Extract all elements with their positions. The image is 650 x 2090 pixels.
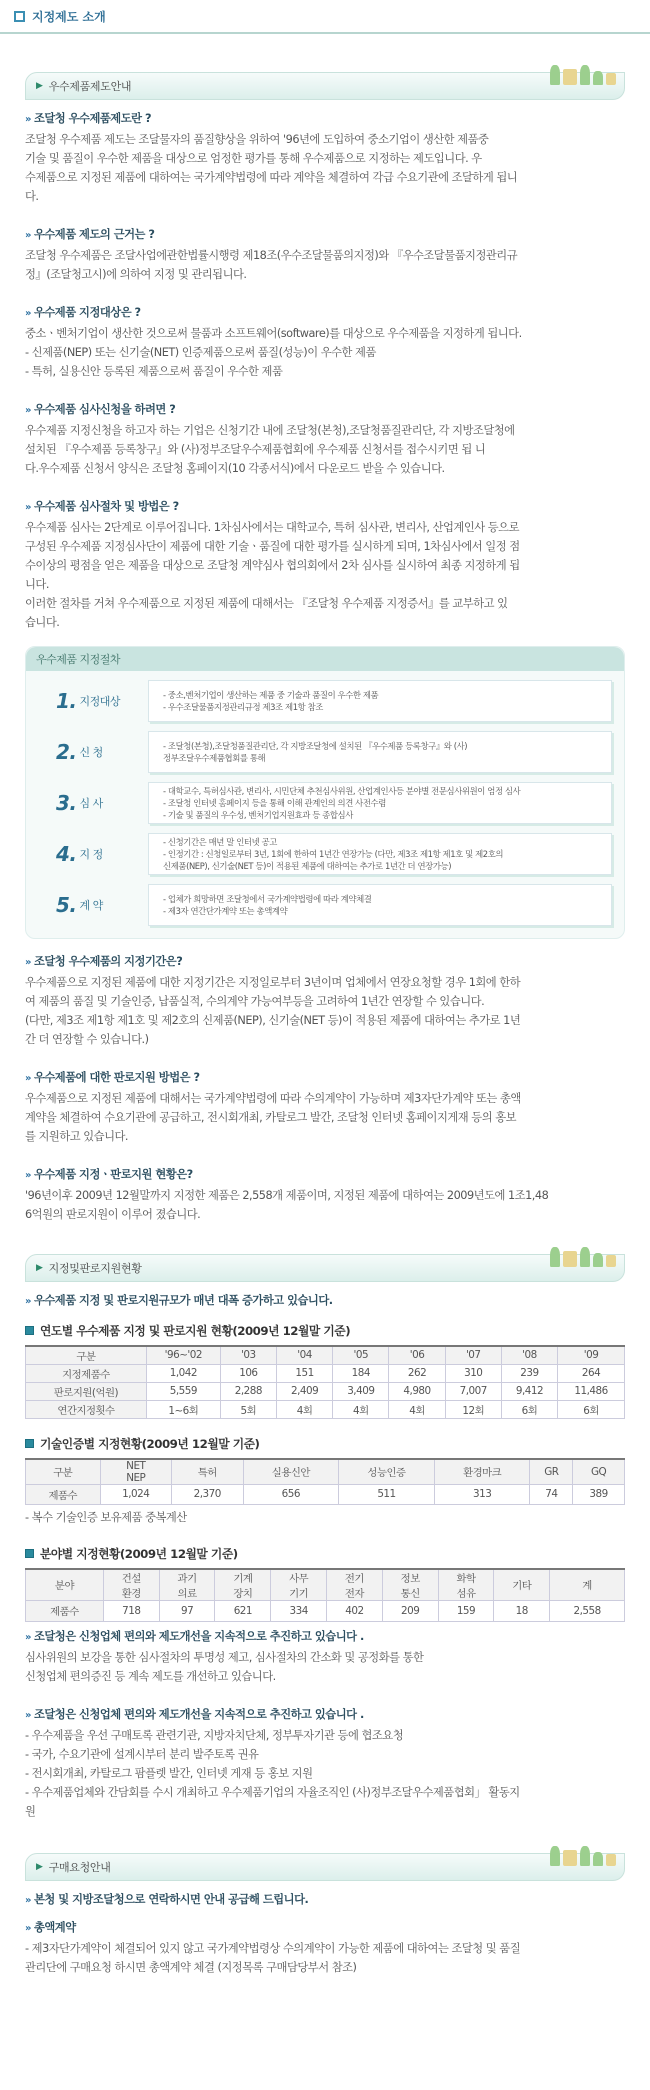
question-heading (25, 401, 625, 417)
table-cell: 106 (220, 1364, 276, 1382)
table-cell: 5회 (220, 1400, 276, 1418)
table-cell: 264 (558, 1364, 625, 1382)
spacer (25, 284, 625, 292)
table-header-row (26, 1459, 625, 1485)
table-title: 분야별 지정현황(2009년 12월말 기준) (25, 1545, 625, 1562)
spacer (25, 478, 625, 486)
table-cell: 313 (434, 1484, 530, 1504)
table-header-cell: 건설 환경 (103, 1569, 159, 1601)
table-header-cell: GQ (573, 1459, 625, 1485)
table-header-cell: 기타 (494, 1569, 550, 1601)
table-header-cell: 환경마크 (434, 1459, 530, 1485)
tech-cert-table (25, 1458, 625, 1505)
answer-line: - 전시회개최, 카탈로그 팜플렛 발간, 인터넷 게재 등 홍보 지원 (25, 1766, 313, 1780)
section-title: 우수제품제도안내 (48, 80, 132, 93)
question-heading (25, 1069, 625, 1085)
table-cell: 제품수 (26, 1484, 101, 1504)
answer-line: 설치된 『우수제품 등록창구』와 (사)정부조달우수제품협회에 우수제품 신청서를 접수시키면 됩 니 (25, 443, 486, 456)
table-cell: 209 (382, 1600, 438, 1621)
table-header-cell: '07 (445, 1346, 501, 1364)
process-step (38, 833, 612, 875)
table-header-cell: '09 (558, 1346, 625, 1364)
table-cell: 718 (103, 1600, 159, 1621)
step-description-line: - 제3자 연간단가계약 또는 총액계약 (163, 906, 288, 916)
table-note: - 복수 기술인증 보유제품 중복계산 (25, 1510, 187, 1524)
spacer (25, 1049, 625, 1057)
answer-line: (다만, 제3조 제1항 제1호 및 제2호의 신제품(NEP), 신기술(NET 등)이 적용된 제품에 대하여는 추가로 1년 (25, 1014, 521, 1027)
question-heading (25, 226, 625, 242)
step-number: 4. (56, 842, 77, 866)
table-header-row (26, 1569, 625, 1601)
question-heading (25, 1166, 625, 1182)
table-header-cell: 사무 기기 (271, 1569, 327, 1601)
table-cell: 97 (159, 1600, 215, 1621)
step-description-line: - 대학교수, 특허심사관, 변리사, 시민단체 추천심사위원, 산업계인사등 분야별 전문심사위원이 엄정 심사 (163, 786, 521, 796)
spacer (25, 1224, 625, 1232)
step-name: 심 사 (79, 797, 103, 810)
answer-line: 다. (25, 190, 39, 203)
question-heading (25, 953, 625, 969)
table-cell: 5,559 (146, 1382, 220, 1400)
spacer (25, 1146, 625, 1154)
step-description-line: - 인정기간 : 신청일로부터 3년, 1회에 한하여 1년간 연장가능 (다만, 제3조 제1항 제1호 및 제2호의 (163, 849, 504, 859)
answer-line: 중소ㆍ벤처기업이 생산한 것으로써 물품과 소프트웨어(software)를 대상으로 우수제품을 지정하게 됩니다. (25, 327, 522, 340)
table-header-cell: 성능인증 (339, 1459, 435, 1485)
answer-line: - 제3자단가계약이 체결되어 있지 않고 국가계약법령상 수의계약이 가능한 제품에 대하여는 조달청 및 품질 (25, 1941, 521, 1955)
process-box (25, 646, 625, 939)
table-header-cell: 화학 섬유 (438, 1569, 494, 1601)
page-header (0, 0, 650, 34)
status-items (25, 1628, 625, 1829)
answer-line: 기술 및 품질이 우수한 제품을 대상으로 엄정한 평가를 통해 우수제품으로 지정하는 제도입니다. 우 (25, 152, 482, 165)
arrow-right-icon: » (25, 114, 31, 125)
answer-line: - 특허, 실용신안 등록된 제품으로써 품질이 우수한 제품 (25, 365, 283, 378)
table-cell: 12회 (445, 1400, 501, 1418)
spacer (25, 1686, 625, 1694)
section-title: 지정및판로지원현황 (48, 1262, 142, 1275)
section-title: 구매요청안내 (48, 1860, 111, 1874)
table-header-cell: 전기 전자 (327, 1569, 383, 1601)
answer-line: 수제품으로 지정된 제품에 대하여는 국가계약법령에 따라 계약을 체결하여 각급 수요기관에 조달하게 됩니 (25, 171, 518, 184)
arrow-right-icon: » (25, 1922, 31, 1934)
chevron-right-icon: ▶ (36, 1861, 43, 1872)
step-description-line: 정부조달우수제품협회를 통해 (163, 753, 266, 763)
yearly-status-table (25, 1345, 625, 1419)
step-description (148, 731, 612, 773)
table-header-cell: '03 (220, 1346, 276, 1364)
table-cell: 389 (573, 1484, 625, 1504)
arrow-right-icon: » (25, 1170, 31, 1181)
step-label (38, 680, 148, 722)
table-header-row (26, 1346, 625, 1364)
table-header-cell: 구분 (26, 1459, 101, 1485)
answer-line: 간 더 연장할 수 있습니다.) (25, 1033, 149, 1046)
step-label (38, 833, 148, 875)
table-cell: 18 (494, 1600, 550, 1621)
answer-line: 조달청 우수제품은 조달사업에관한법률시행령 제18조(우수조달물품의지정)와 『우수조달물품지정관리규 (25, 249, 518, 262)
table-cell: 2,558 (550, 1600, 625, 1621)
section-bar-purchase (25, 1853, 625, 1881)
tree-decoration-icon (550, 65, 616, 85)
table-cell: 310 (445, 1364, 501, 1382)
table-cell: 4회 (389, 1400, 445, 1418)
table-cell: 151 (276, 1364, 332, 1382)
table-cell: 4,980 (389, 1382, 445, 1400)
question-heading (25, 1706, 625, 1722)
table-row (26, 1600, 625, 1621)
answer-line: - 국가, 수요기관에 설계시부터 분리 발주토록 권유 (25, 1747, 259, 1761)
question-heading (25, 110, 625, 126)
answer-line: 다.우수제품 신청서 양식은 조달청 홈페이지(10 각종서식)에서 다운로드 받을 수 있습니다. (25, 462, 445, 475)
process-step (38, 680, 612, 722)
answer-line: '96년이후 2009년 12월말까지 지정한 제품은 2,558개 제품이며, 지정된 제품에 대하여는 2009년도에 1조1,48 (25, 1189, 549, 1202)
question-text: 조달청은 신청업체 편의와 제도개선을 지속적으로 추진하고 있습니다 . (33, 1629, 364, 1643)
answer-line: 우수제품으로 지정된 제품에 대해서는 국가계약법령에 따라 수의계약이 가능하며 제3자단가계약 또는 총액 (25, 1092, 521, 1105)
table-cell: 1,024 (100, 1484, 171, 1504)
purchase-intro: » 본청 및 지방조달청으로 연락하시면 안내 공급해 드립니다. (25, 1892, 309, 1906)
chevron-right-icon: ▶ (36, 81, 43, 91)
answer-line: 니다. (25, 578, 49, 591)
question-text: 우수제품 심사신청을 하려면 ? (33, 403, 176, 416)
step-label (38, 731, 148, 773)
step-name: 지정대상 (79, 695, 121, 708)
chevron-right-icon: ▶ (36, 1263, 43, 1273)
table-cell: 2,370 (172, 1484, 243, 1504)
question-heading (25, 498, 625, 514)
tree-decoration-icon (550, 1247, 616, 1267)
table-cell: 4회 (276, 1400, 332, 1418)
table-cell: 74 (530, 1484, 573, 1504)
table-cell: 제품수 (26, 1600, 104, 1621)
step-number: 3. (56, 791, 77, 815)
table-header-cell: 계 (550, 1569, 625, 1601)
step-description-line: - 조달청(본청),조달청품질관리단, 각 지방조달청에 설치된 『우수제품 등록창구』와 (사) (163, 741, 468, 751)
arrow-right-icon: » (25, 1894, 31, 1906)
table-cell: 4회 (333, 1400, 389, 1418)
table-header-cell: '04 (276, 1346, 332, 1364)
table-cell: 2,288 (220, 1382, 276, 1400)
table-cell: 184 (333, 1364, 389, 1382)
answer-line: 원 (25, 1804, 36, 1818)
answer-line: 신청업체 편의증진 등 계속 제도를 개선하고 있습니다. (25, 1669, 276, 1683)
answer-line: 수이상의 평점을 얻은 제품을 대상으로 조달청 계약심사 협의회에서 2차 심사를 실시하여 최종 지정하게 됩 (25, 559, 520, 572)
square-icon (25, 1326, 34, 1335)
table-cell: 7,007 (445, 1382, 501, 1400)
answer-line: 조달청 우수제품 제도는 조달물자의 품질향상을 위하여 '96년에 도입하여 중소기업이 생산한 제품중 (25, 133, 489, 146)
table-header-cell: 분야 (26, 1569, 104, 1601)
answer-line: - 신제품(NEP) 또는 신기술(NET) 인증제품으로써 품질(성능)이 우수한 제품 (25, 346, 376, 359)
table-cell: 511 (339, 1484, 435, 1504)
question-text: 우수제품 지정ㆍ판로지원 현황은? (33, 1168, 193, 1181)
step-description (148, 782, 612, 824)
table-row (26, 1484, 625, 1504)
step-name: 계 약 (79, 899, 103, 912)
question-text: 우수제품에 대한 판로지원 방법은 ? (33, 1071, 200, 1084)
answer-line: - 우수제품을 우선 구매토록 관련기관, 지방자치단체, 정부투자기관 등에 협조요청 (25, 1728, 404, 1742)
step-description-line: - 업체가 희망하면 조달청에서 국가계약법령에 따라 계약체결 (163, 894, 372, 904)
answer-line: 를 지원하고 있습니다. (25, 1130, 128, 1143)
answer-line: 관리단에 구매요청 하시면 총액계약 체결 (지정목록 구매담당부서 참조) (25, 1960, 357, 1974)
guide-items (25, 110, 625, 640)
table-header-cell: 과기 의료 (159, 1569, 215, 1601)
table-header-cell: '96~'02 (146, 1346, 220, 1364)
answer-line: 6억원의 판로지원이 이루어 졌습니다. (25, 1208, 201, 1221)
table-header-cell: '05 (333, 1346, 389, 1364)
step-name: 신 청 (79, 746, 103, 759)
table-header-cell: 정보 통신 (382, 1569, 438, 1601)
step-number: 1. (56, 689, 77, 713)
step-number: 2. (56, 740, 77, 764)
table-row (26, 1400, 625, 1418)
square-icon (25, 1439, 34, 1448)
arrow-right-icon: » (25, 308, 31, 319)
table-row (26, 1364, 625, 1382)
arrow-right-icon: » (25, 1296, 31, 1307)
arrow-right-icon: » (25, 957, 31, 968)
answer-line: 정』(조달청고시)에 의하여 지정 및 관리됩니다. (25, 268, 247, 281)
step-description (148, 680, 612, 722)
answer-line: 이러한 절차를 거쳐 우수제품으로 지정된 제품에 대해서는 『조달청 우수제품 지정증서』를 교부하고 있 (25, 597, 508, 610)
answer-line: 우수제품 지정신청을 하고자 하는 기업은 신청기간 내에 조달청(본청),조달청품질관리단, 각 지방조달청에 (25, 424, 515, 437)
purchase-question: » 총액계약 (25, 1920, 76, 1934)
question-text: 조달청 우수제품의 지정기간은? (33, 955, 183, 968)
answer-line: 구성된 우수제품 지정심사단이 제품에 대한 기술ㆍ품질에 대한 평가를 실시하게 되며, 1차심사에서 일정 점 (25, 540, 520, 553)
question-heading (25, 304, 625, 320)
table-cell: 1,042 (146, 1364, 220, 1382)
field-status-table (25, 1568, 625, 1622)
step-label (38, 884, 148, 926)
arrow-right-icon: » (25, 1073, 31, 1084)
spacer (25, 1821, 625, 1829)
question-text: 조달청 우수제품제도란 ? (33, 112, 152, 125)
table-cell: 159 (438, 1600, 494, 1621)
question-text: 우수제품 심사절차 및 방법은 ? (33, 500, 179, 513)
spacer (25, 381, 625, 389)
table-cell: 연간지정횟수 (26, 1400, 147, 1418)
step-number: 5. (56, 893, 77, 917)
table-header-cell: 기계 장치 (215, 1569, 271, 1601)
answer-line: 우수제품으로 지정된 제품에 대한 지정기간은 지정일로부터 3년이며 업체에서 연장요청할 경우 1회에 한하 (25, 976, 521, 989)
table-cell: 11,486 (558, 1382, 625, 1400)
spacer (25, 632, 625, 640)
purchase-lines (25, 1939, 625, 1977)
arrow-right-icon: » (25, 1709, 31, 1721)
table-header-cell: GR (530, 1459, 573, 1485)
process-step (38, 782, 612, 824)
answer-line: 심사위원의 보강을 통한 심사절차의 투명성 제고, 심사절차의 간소화 및 공정화를 통한 (25, 1650, 424, 1664)
answer-line: 우수제품 심사는 2단계로 이루어집니다. 1차심사에서는 대학교수, 특허 심사관, 변리사, 산업계인사 등으로 (25, 521, 519, 534)
section-bar-guide (25, 72, 625, 100)
table-header-cell: 구분 (26, 1346, 147, 1364)
arrow-right-icon: » (25, 502, 31, 513)
table-header-cell: NET NEP (100, 1459, 171, 1485)
table-cell: 656 (243, 1484, 339, 1504)
page-title: 지정제도 소개 (32, 9, 106, 24)
process-step (38, 884, 612, 926)
table-cell: 6회 (501, 1400, 557, 1418)
table-header-cell: 특허 (172, 1459, 243, 1485)
table-title: 기술인증별 지정현황(2009년 12월말 기준) (25, 1435, 625, 1452)
step-label (38, 782, 148, 824)
table-cell: 239 (501, 1364, 557, 1382)
question-text: 우수제품 제도의 근거는 ? (33, 228, 155, 241)
answer-line: 습니다. (25, 616, 60, 629)
table-header-cell: '08 (501, 1346, 557, 1364)
guide-items-2 (25, 953, 625, 1232)
question-text: 조달청은 신청업체 편의와 제도개선을 지속적으로 추진하고 있습니다 . (33, 1707, 364, 1721)
table-cell: 6회 (558, 1400, 625, 1418)
step-description-line: - 조달청 인터넷 홈페이지 등을 통해 이해 관계인의 의견 사전수렴 (163, 798, 386, 808)
table-header-cell: '06 (389, 1346, 445, 1364)
answer-line: 여 제품의 품질 및 기술인증, 납품실적, 수의계약 가능여부등을 고려하여 1년간 연장할 수 있습니다. (25, 995, 485, 1008)
table-cell: 3,409 (333, 1382, 389, 1400)
section-bar-status (25, 1254, 625, 1282)
step-description-line: - 중소,벤처기업이 생산하는 제품 중 기술과 품질이 우수한 제품 (163, 690, 379, 700)
table-title: 연도별 우수제품 지정 및 판로지원 현황(2009년 12월말 기준) (25, 1322, 625, 1339)
arrow-right-icon: » (25, 405, 31, 416)
table-cell: 2,409 (276, 1382, 332, 1400)
question-heading (25, 1628, 625, 1644)
step-name: 지 정 (79, 848, 103, 861)
question-text: 우수제품 지정대상은 ? (33, 306, 141, 319)
table-cell: 621 (215, 1600, 271, 1621)
square-icon (25, 1549, 34, 1558)
step-description-line: - 신청기간은 매년 말 인터넷 공고 (163, 837, 277, 847)
step-description (148, 833, 612, 875)
process-title: 우수제품 지정절차 (26, 647, 624, 671)
answer-line: 계약을 체결하여 수요기관에 공급하고, 전시회개최, 카탈로그 발간, 조달청 인터넷 홈페이지게재 등의 홍보 (25, 1111, 517, 1124)
tree-decoration-icon (550, 1846, 616, 1866)
step-description-line: - 우수조달물품지정관리규정 제3조 제1항 참조 (163, 702, 323, 712)
table-cell: 402 (327, 1600, 383, 1621)
table-row (26, 1382, 625, 1400)
table-cell: 판로지원(억원) (26, 1382, 147, 1400)
process-steps (26, 680, 624, 926)
table-header-cell: 실용신안 (243, 1459, 339, 1485)
table-cell: 9,412 (501, 1382, 557, 1400)
arrow-right-icon: » (25, 230, 31, 241)
step-description-line: 신제품(NEP), 신기술(NET 등)이 적용된 제품에 대하여는 추가로 1년간 더 연장가능) (163, 861, 452, 871)
table-cell: 1~6회 (146, 1400, 220, 1418)
step-description-line: - 기술 및 품질의 우수성, 벤처기업지원효과 등 종합심사 (163, 810, 353, 820)
status-intro: » 우수제품 지정 및 판로지원규모가 매년 대폭 증가하고 있습니다. (25, 1294, 333, 1307)
step-description (148, 884, 612, 926)
process-step (38, 731, 612, 773)
arrow-right-icon: » (25, 1631, 31, 1643)
answer-line: - 우수제품업체와 간담회를 수시 개최하고 우수제품기업의 자율조직인 (사)정부조달우수제품협회」 활동지 (25, 1785, 520, 1799)
table-cell: 지정제품수 (26, 1364, 147, 1382)
table-cell: 262 (389, 1364, 445, 1382)
table-cell: 334 (271, 1600, 327, 1621)
square-icon (14, 11, 25, 22)
spacer (25, 206, 625, 214)
